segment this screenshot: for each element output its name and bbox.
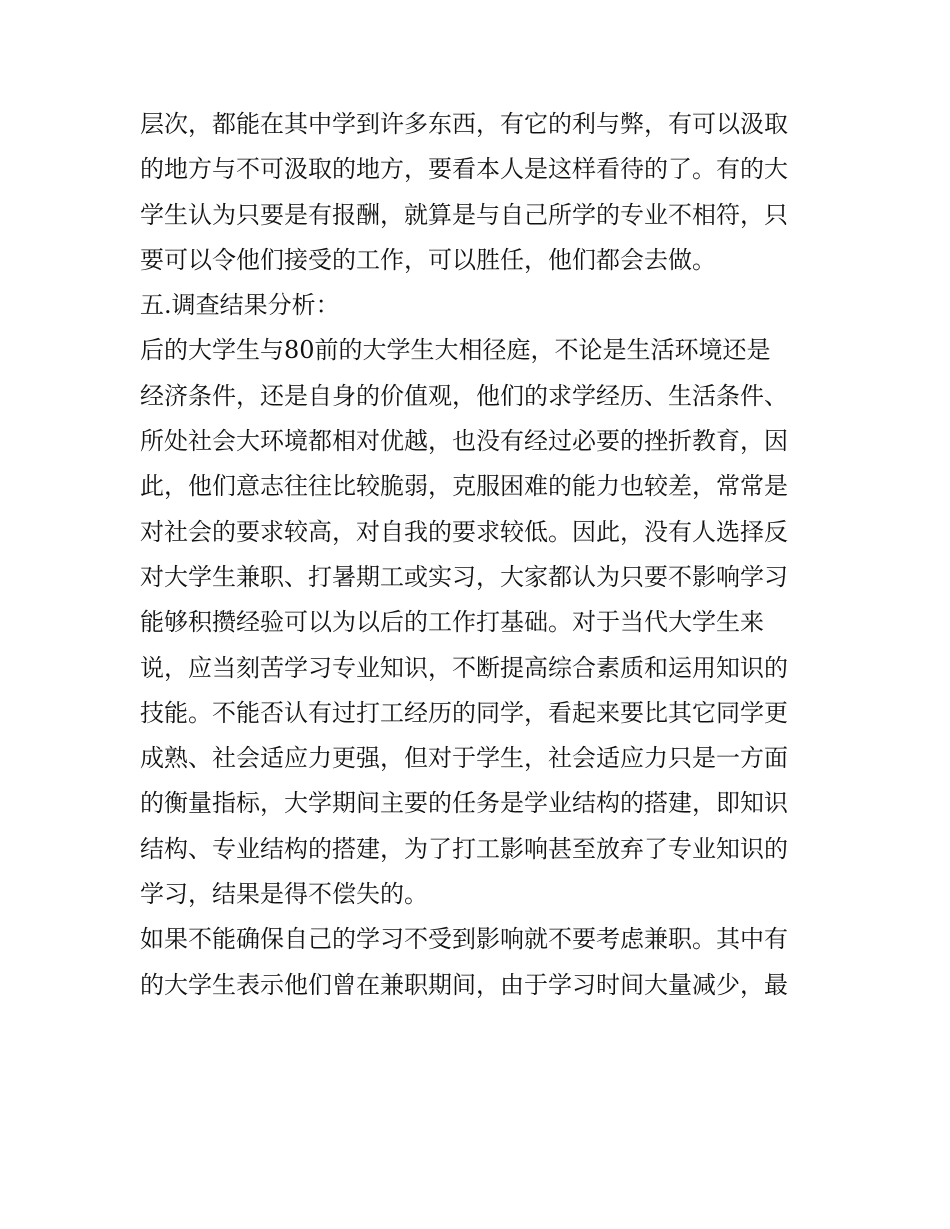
text-line: 说，应当刻苦学习专业知识，不断提高综合素质和运用知识的 <box>140 653 788 682</box>
text-line: 要可以令他们接受的工作，可以胜任，他们都会去做。 <box>140 245 716 274</box>
text-line: 技能。不能否认有过打工经历的同学，看起来要比其它同学更 <box>140 698 788 727</box>
text-line: 此，他们意志往往比较脆弱，克服困难的能力也较差，常常是 <box>140 472 788 501</box>
text-line: 对社会的要求较高，对自我的要求较低。因此，没有人选择反 <box>140 517 788 546</box>
text-line: 学生认为只要是有报酬，就算是与自己所学的专业不相符，只 <box>140 200 788 229</box>
body-text <box>140 102 820 1008</box>
text-line: 对大学生兼职、打暑期工或实习，大家都认为只要不影响学习 <box>140 562 788 591</box>
text-line: 结构、专业结构的搭建，为了打工影响甚至放弃了专业知识的 <box>140 834 788 863</box>
text-line: 学习，结果是得不偿失的。 <box>140 880 428 909</box>
text-line: 后的大学生与80前的大学生大相径庭，不论是生活环境还是 <box>140 336 771 365</box>
text-line: 如果不能确保自己的学习不受到影响就不要考虑兼职。其中有 <box>140 925 788 954</box>
section-heading: 五.调查结果分析： <box>140 291 340 320</box>
text-line: 所处社会大环境都相对优越，也没有经过必要的挫折教育，因 <box>140 427 788 456</box>
text-line: 的地方与不可汲取的地方，要看本人是这样看待的了。有的大 <box>140 155 788 184</box>
text-line: 层次，都能在其中学到许多东西，有它的利与弊，有可以汲取 <box>140 110 788 138</box>
text-line: 经济条件，还是自身的价值观，他们的求学经历、生活条件、 <box>140 381 788 410</box>
text-line: 的衡量指标，大学期间主要的任务是学业结构的搭建，即知识 <box>140 789 788 818</box>
text-line: 能够积攒经验可以为以后的工作打基础。对于当代大学生来 <box>140 608 764 637</box>
text-line: 的大学生表示他们曾在兼职期间，由于学习时间大量减少，最 <box>140 970 788 999</box>
text-line: 成熟、社会适应力更强，但对于学生，社会适应力只是一方面 <box>140 744 788 773</box>
